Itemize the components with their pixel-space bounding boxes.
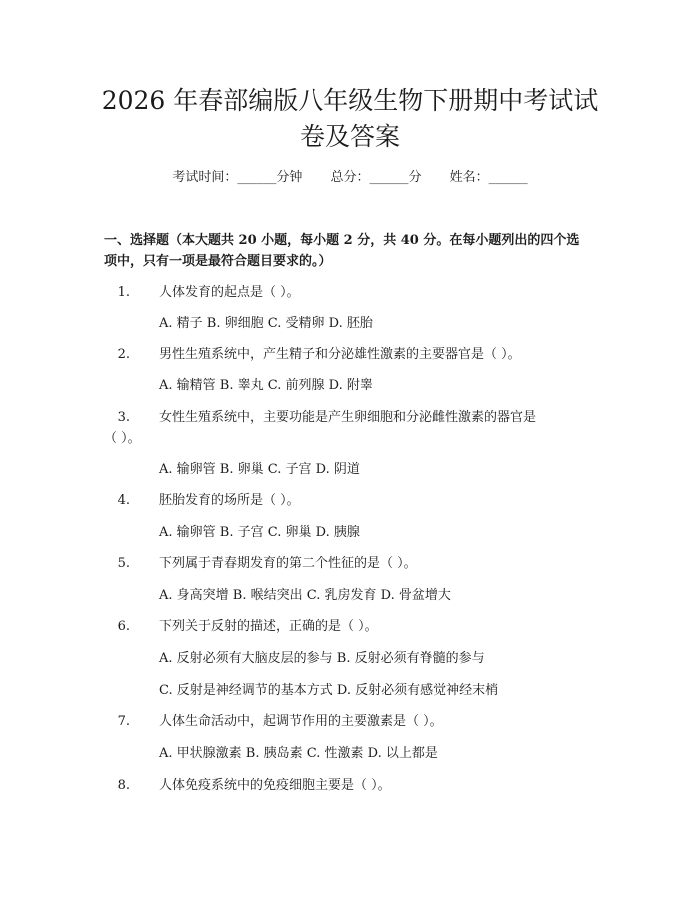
- question-3: [104, 407, 602, 428]
- question-7: [104, 711, 602, 732]
- question-8: [104, 775, 602, 796]
- question-text: 人体生命活动中，起调节作用的主要激素是（ ）。: [159, 714, 443, 729]
- question-2-options: A. 输精管 B. 睾丸 C. 前列腺 D. 附睾: [159, 378, 373, 393]
- section-heading-line-1: 一、选择题（本大题共 20 小题，每小题 2 分，共 40 分。在每小题列出的四个选: [104, 233, 580, 248]
- question-4: [104, 490, 602, 511]
- question-4-options: A. 输卵管 B. 子宫 C. 卵巢 D. 胰腺: [159, 525, 360, 540]
- question-number: 2.: [117, 347, 130, 362]
- exam-meta: [0, 169, 700, 187]
- question-text: 人体发育的起点是（ ）。: [159, 285, 300, 300]
- question-number: 3.: [117, 410, 130, 425]
- question-number: 1.: [117, 285, 130, 300]
- question-6: [104, 616, 602, 637]
- exam-title-line-1: 2026 年春部编版八年级生物下册期中考试试: [101, 86, 599, 115]
- exam-title-line-2: 卷及答案: [299, 122, 400, 151]
- question-number: 7.: [117, 714, 130, 729]
- question-6-options-cd: C. 反射是神经调节的基本方式 D. 反射必须有感觉神经末梢: [159, 683, 499, 698]
- question-text-continuation: （ ）。: [104, 431, 141, 446]
- question-7-options: A. 甲状腺激素 B. 胰岛素 C. 性激素 D. 以上都是: [159, 746, 438, 761]
- exam-time-field: 考试时间：______分钟: [172, 170, 303, 185]
- question-text: 男性生殖系统中，产生精子和分泌雄性激素的主要器官是（ ）。: [159, 347, 521, 362]
- question-1: [104, 282, 602, 303]
- question-3-options: A. 输卵管 B. 卵巢 C. 子宫 D. 阴道: [159, 462, 360, 477]
- question-1-options: A. 精子 B. 卵细胞 C. 受精卵 D. 胚胎: [159, 316, 373, 331]
- question-text: 下列关于反射的描述，正确的是（ ）。: [159, 619, 378, 634]
- question-5-options: A. 身高突增 B. 喉结突出 C. 乳房发育 D. 骨盆增大: [159, 588, 451, 603]
- question-number: 5.: [117, 556, 130, 571]
- question-number: 4.: [117, 493, 130, 508]
- question-5: [104, 553, 602, 574]
- question-text: 女性生殖系统中，主要功能是产生卵细胞和分泌雌性激素的器官是: [159, 410, 537, 425]
- section-heading-line-2: 项中，只有一项是最符合题目要求的。）: [104, 254, 332, 269]
- question-text: 胚胎发育的场所是（ ）。: [159, 493, 300, 508]
- question-text: 人体免疫系统中的免疫细胞主要是（ ）。: [159, 778, 391, 793]
- question-2: [104, 344, 602, 365]
- question-3-continuation: [104, 428, 602, 449]
- question-number: 8.: [117, 778, 130, 793]
- name-field: 姓名：______: [449, 170, 528, 185]
- question-number: 6.: [117, 619, 130, 634]
- total-score-field: 总分：______分: [330, 170, 422, 185]
- section-heading: [104, 230, 602, 272]
- question-text: 下列属于青春期发育的第二个性征的是（ ）。: [159, 556, 417, 571]
- question-6-options-ab: A. 反射必须有大脑皮层的参与 B. 反射必须有脊髓的参与: [159, 651, 485, 666]
